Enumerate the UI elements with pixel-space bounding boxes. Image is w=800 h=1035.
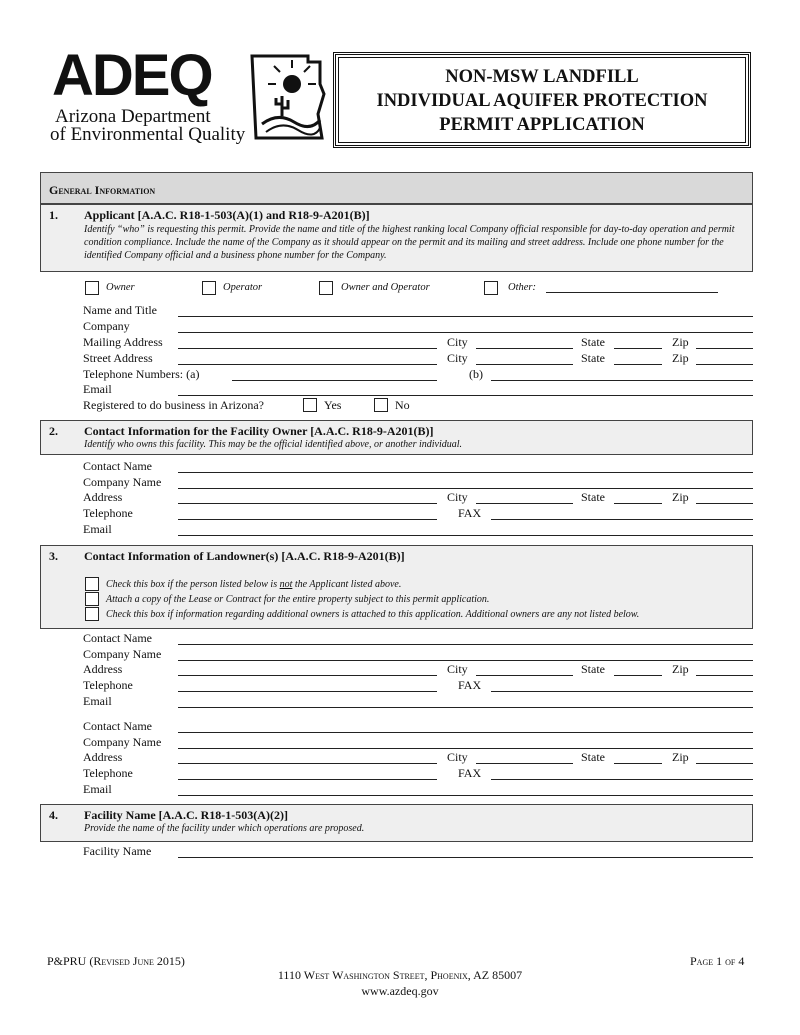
company-input[interactable] xyxy=(178,332,753,333)
attach-lease-text: Attach a copy of the Lease or Contract for the entire property subject to this permit application. xyxy=(106,594,490,605)
registered-yes-label: Yes xyxy=(324,398,342,412)
landowner-not-applicant-text xyxy=(106,578,401,591)
landowner1-address-input[interactable] xyxy=(178,675,437,676)
landowner2-fax-label: FAX xyxy=(458,766,482,780)
landowner2-zip-input[interactable] xyxy=(696,763,753,764)
street-zip-input[interactable] xyxy=(696,364,753,365)
landowner2-telephone-input[interactable] xyxy=(178,779,437,780)
owner-city-input[interactable] xyxy=(476,503,573,504)
landowner2-state-label: State xyxy=(581,750,605,764)
section-1-title: Applicant [A.A.C. R18-1-503(A)(1) and R18-9-A201(B)] xyxy=(84,208,370,222)
owner-zip-label: Zip xyxy=(672,490,689,504)
landowner2-fax-input[interactable] xyxy=(491,779,753,780)
registered-no-label: No xyxy=(395,398,410,412)
section-3-title: Contact Information of Landowner(s) [A.A.C. R18-9-A201(B)] xyxy=(84,549,405,563)
landowner1-email-input[interactable] xyxy=(178,707,753,708)
section-2-number: 2. xyxy=(49,424,58,438)
owner-address-input[interactable] xyxy=(178,503,437,504)
landowner-not-applicant-checkbox[interactable] xyxy=(85,577,99,591)
section-3-number: 3. xyxy=(49,549,58,563)
landowner1-zip-label: Zip xyxy=(672,662,689,676)
owner-company-name-input[interactable] xyxy=(178,488,753,489)
registered-no-checkbox[interactable] xyxy=(374,398,388,412)
logo-subtitle-1: Arizona Department xyxy=(55,106,211,127)
owner-address-label: Address xyxy=(83,490,123,504)
landowner1-state-label: State xyxy=(581,662,605,676)
owner-email-label: Email xyxy=(83,522,112,536)
landowner1-state-input[interactable] xyxy=(614,675,662,676)
facility-name-label: Facility Name xyxy=(83,844,152,858)
street-city-label: City xyxy=(447,351,468,365)
section-4-header xyxy=(40,804,753,842)
other-option-label: Other: xyxy=(508,282,536,293)
check1-not: not xyxy=(279,579,293,590)
section-2-title: Contact Information for the Facility Owner [A.A.C. R18-9-A201(B)] xyxy=(84,424,434,438)
telephone-b-label: (b) xyxy=(469,367,483,381)
footer-website[interactable]: www.azdeq.gov xyxy=(361,984,439,998)
general-information-header xyxy=(40,172,753,204)
mailing-city-label: City xyxy=(447,335,468,349)
footer-revision: P&PRU (Revised June 2015) xyxy=(47,954,185,968)
form-title xyxy=(336,55,748,137)
landowner1-fax-label: FAX xyxy=(458,678,482,692)
landowner1-city-label: City xyxy=(447,662,468,676)
owner-contact-name-label: Contact Name xyxy=(83,459,152,473)
landowner2-company-name-label: Company Name xyxy=(83,735,162,749)
owner-and-operator-option-label: Owner and Operator xyxy=(341,282,430,293)
mailing-address-input[interactable] xyxy=(178,348,437,349)
landowner1-city-input[interactable] xyxy=(476,675,573,676)
landowner2-contact-name-input[interactable] xyxy=(178,732,753,733)
landowner2-address-label: Address xyxy=(83,750,123,764)
section-1-description: Identify “who” is requesting this permit. Provide the name and title of the highest ranking local Company official responsible for day-to-day operation and permit condition compliance. Include the name of the Company as it should appear on the permit and its mailing and street address. Include one phone number for the identified Company official and a business phone number for the Company. xyxy=(84,224,735,261)
email-input[interactable] xyxy=(178,395,753,396)
landowner1-fax-input[interactable] xyxy=(491,691,753,692)
section-2-description: Identify who owns this facility. This may be the official identified above, or another individual. xyxy=(84,439,463,450)
landowner1-company-name-label: Company Name xyxy=(83,647,162,661)
name-and-title-label: Name and Title xyxy=(83,303,157,317)
landowner2-email-input[interactable] xyxy=(178,795,753,796)
owner-zip-input[interactable] xyxy=(696,503,753,504)
street-state-input[interactable] xyxy=(614,364,662,365)
landowner2-company-name-input[interactable] xyxy=(178,748,753,749)
mailing-address-label: Mailing Address xyxy=(83,335,163,349)
other-input[interactable] xyxy=(546,292,718,293)
attach-lease-checkbox[interactable] xyxy=(85,592,99,606)
landowner2-contact-name-label: Contact Name xyxy=(83,719,152,733)
landowner2-city-input[interactable] xyxy=(476,763,573,764)
landowner2-telephone-label: Telephone xyxy=(83,766,133,780)
landowner2-zip-label: Zip xyxy=(672,750,689,764)
street-city-input[interactable] xyxy=(476,364,573,365)
mailing-state-input[interactable] xyxy=(614,348,662,349)
facility-name-input[interactable] xyxy=(178,857,753,858)
additional-owners-text: Check this box if information regarding additional owners is attached to this application. Additional owners are any not listed below. xyxy=(106,609,640,620)
general-information-title: General Information xyxy=(49,183,156,197)
owner-and-operator-checkbox[interactable] xyxy=(319,281,333,295)
footer-page-number: Page 1 of 4 xyxy=(690,954,745,968)
operator-option-label: Operator xyxy=(223,282,263,293)
telephone-b-input[interactable] xyxy=(491,380,753,381)
landowner1-contact-name-input[interactable] xyxy=(178,644,753,645)
mailing-city-input[interactable] xyxy=(476,348,573,349)
section-1-header xyxy=(40,204,753,272)
section-2-header xyxy=(40,420,753,455)
title-line-2: INDIVIDUAL AQUIFER PROTECTION xyxy=(376,91,708,111)
operator-checkbox[interactable] xyxy=(202,281,216,295)
street-zip-label: Zip xyxy=(672,351,689,365)
check1-post: the Applicant listed above. xyxy=(292,579,402,590)
owner-fax-label: FAX xyxy=(458,506,482,520)
title-line-3: PERMIT APPLICATION xyxy=(439,115,645,135)
landowner2-city-label: City xyxy=(447,750,468,764)
street-address-label: Street Address xyxy=(83,351,153,365)
landowner2-address-input[interactable] xyxy=(178,763,437,764)
owner-telephone-input[interactable] xyxy=(178,519,437,520)
owner-option-label: Owner xyxy=(106,282,135,293)
other-checkbox[interactable] xyxy=(484,281,498,295)
check1-pre: Check this box if the person listed below is xyxy=(106,579,280,590)
title-box xyxy=(333,52,751,148)
landowner1-telephone-label: Telephone xyxy=(83,678,133,692)
section-4-title: Facility Name [A.A.C. R18-1-503(A)(2)] xyxy=(84,808,288,822)
landowner1-telephone-input[interactable] xyxy=(178,691,437,692)
landowner2-email-label: Email xyxy=(83,782,112,796)
owner-city-label: City xyxy=(447,490,468,504)
owner-checkbox[interactable] xyxy=(85,281,99,295)
arizona-emblem-icon xyxy=(248,54,326,142)
section-1-number: 1. xyxy=(49,208,58,222)
owner-state-input[interactable] xyxy=(614,503,662,504)
section-4-number: 4. xyxy=(49,808,58,822)
owner-telephone-label: Telephone xyxy=(83,506,133,520)
landowner1-zip-input[interactable] xyxy=(696,675,753,676)
additional-owners-checkbox[interactable] xyxy=(85,607,99,621)
owner-state-label: State xyxy=(581,490,605,504)
title-line-1: NON-MSW LANDFILL xyxy=(445,67,639,87)
mailing-state-label: State xyxy=(581,335,605,349)
company-label: Company xyxy=(83,319,130,333)
landowner2-state-input[interactable] xyxy=(614,763,662,764)
landowner1-address-label: Address xyxy=(83,662,123,676)
registered-question: Registered to do business in Arizona? xyxy=(83,398,264,412)
mailing-zip-label: Zip xyxy=(672,335,689,349)
registered-yes-checkbox[interactable] xyxy=(303,398,317,412)
footer-address: 1110 West Washington Street, Phoenix, AZ 85007 xyxy=(277,968,523,982)
email-label: Email xyxy=(83,382,112,396)
telephone-a-input[interactable] xyxy=(232,380,437,381)
mailing-zip-input[interactable] xyxy=(696,348,753,349)
name-and-title-input[interactable] xyxy=(178,316,753,317)
street-address-input[interactable] xyxy=(178,364,437,365)
owner-fax-input[interactable] xyxy=(491,519,753,520)
logo-subtitle-2: of Environmental Quality xyxy=(50,124,246,145)
landowner1-company-name-input[interactable] xyxy=(178,660,753,661)
owner-contact-name-input[interactable] xyxy=(178,472,753,473)
landowner1-email-label: Email xyxy=(83,694,112,708)
section-4-description: Provide the name of the facility under which operations are proposed. xyxy=(84,823,365,834)
street-state-label: State xyxy=(581,351,605,365)
telephone-numbers-label: Telephone Numbers: (a) xyxy=(83,367,200,381)
logo-wordmark: ADEQ xyxy=(52,43,212,108)
owner-email-input[interactable] xyxy=(178,535,753,536)
landowner1-contact-name-label: Contact Name xyxy=(83,631,152,645)
adeq-logo xyxy=(48,43,328,148)
owner-company-name-label: Company Name xyxy=(83,475,162,489)
